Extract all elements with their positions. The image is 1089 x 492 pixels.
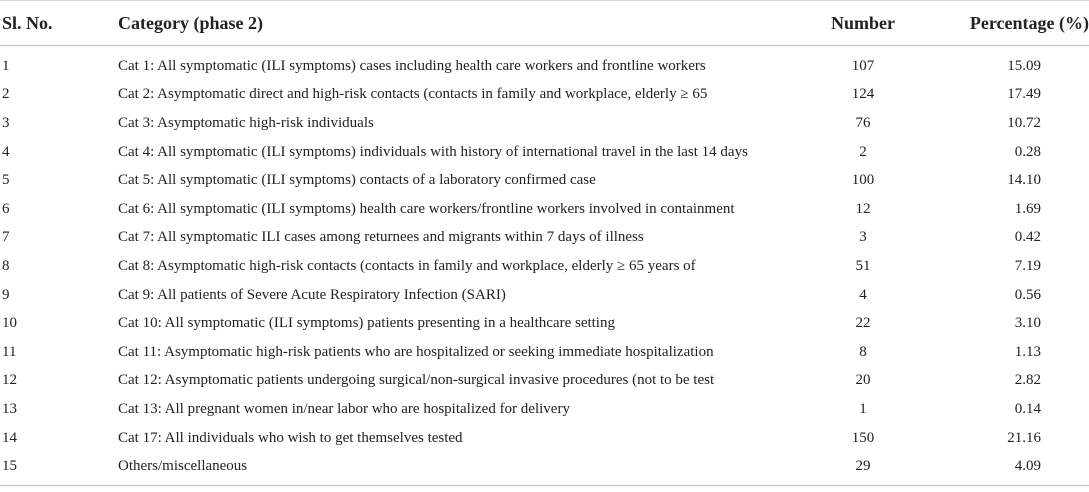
cell-percentage: 2.82: [1014, 372, 1041, 389]
cell-sl-no: 10: [2, 315, 17, 332]
table-row: [0, 109, 1089, 138]
cell-category: Cat 9: All patients of Severe Acute Respiratory Infection (SARI): [118, 286, 506, 303]
cell-category: Cat 5: All symptomatic (ILI symptoms) contacts of a laboratory confirmed case: [118, 172, 596, 189]
header-number: Number: [808, 1, 918, 46]
table-row: [0, 166, 1089, 195]
cell-number: 100: [851, 172, 875, 189]
cell-number: 1: [859, 400, 867, 417]
table-row: [0, 46, 1089, 81]
cell-percentage: 4.09: [918, 452, 1089, 485]
table-body: [0, 46, 1089, 486]
cell-sl-no: 15: [0, 452, 118, 485]
cell-number: 8: [859, 343, 867, 360]
cell-percentage: 15.09: [1007, 57, 1041, 74]
cell-number: 150: [851, 429, 875, 446]
cell-sl-no: 3: [2, 114, 10, 131]
table-row: [0, 367, 1089, 396]
header-percentage: Percentage (%): [918, 1, 1089, 46]
cell-sl-no: 5: [2, 172, 10, 189]
cell-category: Cat 8: Asymptomatic high-risk contacts (contacts in family and workplace, elderly ≥ 65 years of: [118, 257, 696, 274]
cell-category: Cat 1: All symptomatic (ILI symptoms) cases including health care workers and frontline workers: [118, 57, 706, 74]
cell-sl-no: 8: [2, 257, 10, 274]
cell-category: Others/miscellaneous: [118, 452, 808, 485]
cell-percentage: 7.19: [1014, 257, 1041, 274]
cell-number: 22: [855, 315, 871, 332]
cell-category: Cat 11: Asymptomatic high-risk patients who are hospitalized or seeking immediate hospitalization: [118, 343, 714, 360]
cell-number: 76: [855, 114, 871, 131]
cell-percentage: 17.49: [1007, 86, 1041, 103]
cell-percentage: 1.13: [1014, 343, 1041, 360]
cell-percentage: 21.16: [1007, 429, 1041, 446]
cell-number: 12: [855, 200, 871, 217]
table-row: [0, 81, 1089, 110]
cell-number: 2: [859, 143, 867, 160]
cell-category: Cat 4: All symptomatic (ILI symptoms) individuals with history of international travel in the last 14 days: [118, 143, 748, 160]
cell-sl-no: 12: [2, 372, 17, 389]
table-row: [0, 452, 1089, 485]
cell-sl-no: 13: [2, 400, 17, 417]
table-row: [0, 138, 1089, 167]
table-row: [0, 252, 1089, 281]
cell-category: Cat 7: All symptomatic ILI cases among returnees and migrants within 7 days of illness: [118, 229, 644, 246]
table-header-row: [0, 1, 1089, 46]
cell-percentage: 0.14: [1014, 400, 1041, 417]
cell-number: 20: [855, 372, 871, 389]
cell-number: 124: [851, 86, 875, 103]
cell-category: Cat 3: Asymptomatic high-risk individuals: [118, 114, 374, 131]
table-row: [0, 281, 1089, 310]
header-sl-no: Sl. No.: [0, 1, 118, 46]
cell-number: 3: [859, 229, 867, 246]
table-row: [0, 338, 1089, 367]
cell-percentage: 3.10: [1014, 315, 1041, 332]
cell-number: 107: [851, 57, 875, 74]
cell-percentage: 10.72: [1007, 114, 1041, 131]
cell-category: Cat 10: All symptomatic (ILI symptoms) patients presenting in a healthcare setting: [118, 315, 615, 332]
cell-percentage: 0.28: [1014, 143, 1041, 160]
cell-sl-no: 7: [2, 229, 10, 246]
table-row: [0, 424, 1089, 453]
cell-category: Cat 2: Asymptomatic direct and high-risk contacts (contacts in family and workplace, elderly ≥ 65: [118, 86, 708, 103]
header-category: Category (phase 2): [118, 1, 808, 46]
cell-sl-no: 2: [2, 86, 10, 103]
cell-sl-no: 1: [2, 57, 10, 74]
cell-category: Cat 6: All symptomatic (ILI symptoms) health care workers/frontline workers involved in containment: [118, 200, 735, 217]
table-row: [0, 195, 1089, 224]
cell-percentage: 1.69: [1014, 200, 1041, 217]
cell-percentage: 0.56: [1014, 286, 1041, 303]
cell-number: 29: [808, 452, 918, 485]
cell-sl-no: 14: [2, 429, 17, 446]
cell-category: Cat 12: Asymptomatic patients undergoing surgical/non-surgical invasive procedures (not to be test: [118, 372, 715, 389]
cell-number: 51: [855, 257, 871, 274]
cell-sl-no: 6: [2, 200, 10, 217]
cell-sl-no: 9: [2, 286, 10, 303]
cell-category: Cat 13: All pregnant women in/near labor who are hospitalized for delivery: [118, 400, 570, 417]
cell-sl-no: 4: [2, 143, 10, 160]
table-row: [0, 224, 1089, 253]
cell-sl-no: 11: [2, 343, 17, 360]
cell-percentage: 14.10: [1007, 172, 1041, 189]
table-row: [0, 395, 1089, 424]
cell-percentage: 0.42: [1014, 229, 1041, 246]
table-row: [0, 309, 1089, 338]
cell-number: 4: [859, 286, 867, 303]
cell-category: Cat 17: All individuals who wish to get themselves tested: [118, 429, 463, 446]
